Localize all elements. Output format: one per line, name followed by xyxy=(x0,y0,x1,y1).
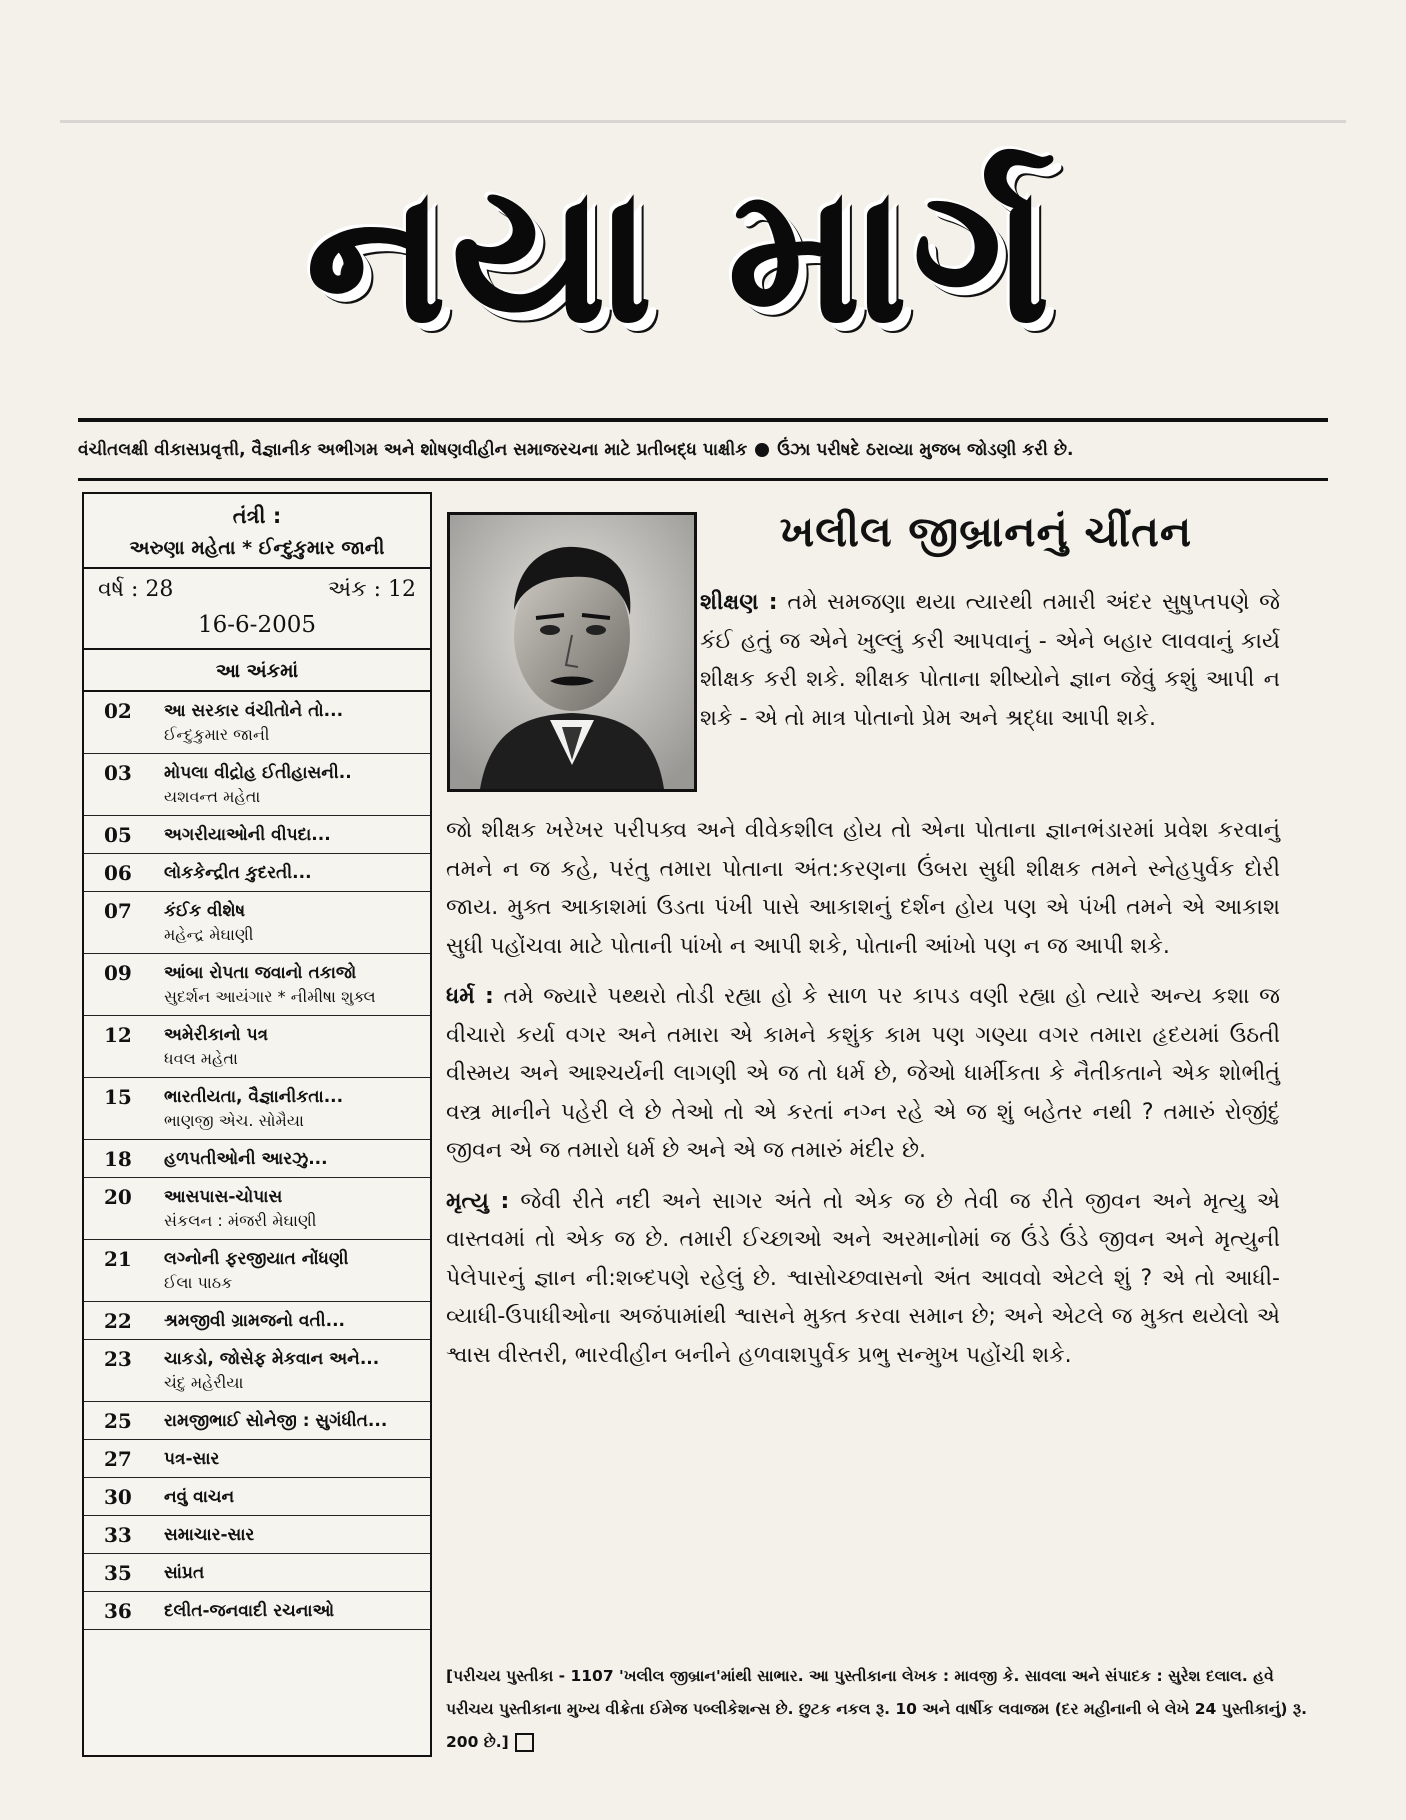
toc-page-number: 18 xyxy=(104,1147,132,1171)
toc-page-number: 15 xyxy=(104,1085,132,1109)
toc-title: નવું વાચન xyxy=(164,1487,235,1507)
toc-page-number: 05 xyxy=(104,823,132,847)
toc-title: ભારતીયતા, વૈજ્ઞાનીકતા... xyxy=(164,1087,344,1107)
contents-heading: આ અંકમાં xyxy=(84,650,430,692)
toc-text xyxy=(154,1561,422,1585)
editor-label: તંત્રી : xyxy=(232,504,282,528)
toc-item xyxy=(84,954,430,1016)
toc-title: આસપાસ-ચોપાસ xyxy=(164,1187,283,1207)
editors-block xyxy=(84,494,430,569)
label-education: શીક્ષણ : xyxy=(700,590,778,615)
issue-date: 16-6-2005 xyxy=(198,612,316,638)
toc-text xyxy=(154,1409,422,1433)
toc-title: કંઈક વીશેષ xyxy=(164,901,246,921)
toc-page-number: 27 xyxy=(104,1447,132,1471)
toc-item xyxy=(84,1478,430,1516)
toc-page-number: 06 xyxy=(104,861,132,885)
issue-block xyxy=(84,569,430,650)
bleed-through-strip xyxy=(60,60,1346,123)
toc-page-number: 22 xyxy=(104,1309,132,1333)
toc-title: ચાકડો, જોસેફ મેકવાન અને... xyxy=(164,1349,380,1369)
toc-text xyxy=(154,1523,422,1547)
toc-page-number: 30 xyxy=(104,1485,132,1509)
toc-page-number: 36 xyxy=(104,1599,132,1623)
toc-title: દલીત-જનવાદી રચનાઓ xyxy=(164,1601,335,1621)
toc-item xyxy=(84,1016,430,1078)
toc-page-number: 03 xyxy=(104,761,132,785)
toc-text xyxy=(154,1147,422,1171)
masthead-rule-bottom xyxy=(78,478,1328,481)
toc-item xyxy=(84,1554,430,1592)
tagline-right: ઉંઝા પરીષદે ઠરાવ્યા મુજબ જોડણી કરી છે. xyxy=(777,440,1074,460)
toc-item xyxy=(84,1340,430,1402)
toc-title: લોકકેન્દ્રીત કુદરતી... xyxy=(164,863,312,883)
toc-title: અગરીયાઓની વીપદા... xyxy=(164,825,331,845)
toc-text xyxy=(154,1447,422,1471)
toc-author: સંકલન : મંજરી મેઘાણી xyxy=(164,1211,317,1230)
toc-page-number: 25 xyxy=(104,1409,132,1433)
toc-item xyxy=(84,754,430,816)
toc-title: સાંપ્રત xyxy=(164,1563,205,1583)
article-intro xyxy=(700,584,1280,738)
toc-author: ચંદુ મહેરીયા xyxy=(164,1373,244,1392)
toc-page-number: 21 xyxy=(104,1247,132,1271)
toc-item xyxy=(84,692,430,754)
toc-author: ઈન્દુકુમાર જાની xyxy=(164,725,270,744)
issue-label: અંક : 12 xyxy=(327,577,416,602)
toc-text xyxy=(154,1247,422,1295)
toc-title: અમેરીકાનો પત્ર xyxy=(164,1025,269,1045)
toc-title: રામજીભાઈ સોનેજી : સુગંધીત... xyxy=(164,1411,388,1431)
toc-page-number: 09 xyxy=(104,961,132,985)
end-mark-icon xyxy=(515,1733,534,1752)
toc-author: ઈલા પાઠક xyxy=(164,1273,233,1292)
toc-title: સમાચાર-સાર xyxy=(164,1525,255,1545)
masthead-title: નયા માર્ગ xyxy=(305,144,1055,365)
paragraph-religion: તમે જ્યારે પથ્થરો તોડી રહ્યા હો કે સાળ પર કાપડ વણી રહ્યા હો ત્યારે અન્ય કશા જ વીચારો કર્યા વગર અને તમારા એ કામને કશુંક કામ પણ ગણ્યા વગર તમારા હૃદયમાં ઉઠતી વીસ્મય અને આશ્ચર્યની લાગણી એ જ તો ધર્મ છે, જેઓ ધાર્મીકતા કે નૈતીકતાને એક શોભીતું વસ્ત્ર માનીને પહેરી લે છે તેઓ તો એ કરતાં નગ્ન રહે એ જ શું બહેતર નથી ? તમારું રોજીંદું જીવન એ જ તમારો ધર્મ છે અને એ જ તમારું મંદીર છે. xyxy=(446,984,1280,1163)
masthead-rule-top xyxy=(78,418,1328,422)
toc-author: સુદર્શન આયંગાર * નીમીષા શુક્લ xyxy=(164,987,376,1006)
toc-item xyxy=(84,892,430,954)
sidebar-box xyxy=(82,492,432,1757)
table-of-contents xyxy=(84,692,430,1630)
toc-title: લગ્નોની ફરજીયાત નોંધણી xyxy=(164,1249,349,1269)
toc-page-number: 12 xyxy=(104,1023,132,1047)
toc-item xyxy=(84,1516,430,1554)
paragraph-education-top: તમે સમજણા થયા ત્યારથી તમારી અંદર સુષુપ્તપણે જે કંઈ હતું જ એને ખુલ્લું કરી આપવાનું - એને બહાર લાવવાનું કાર્ય શીક્ષક કરી શકે. શીક્ષક પોતાના શીષ્યોને જ્ઞાન જેવું કશું આપી ન શકે - એ તો માત્ર પોતાનો પ્રેમ અને શ્રદ્ધા આપી શકે. xyxy=(700,590,1280,731)
toc-text xyxy=(154,1599,422,1623)
toc-item xyxy=(84,1402,430,1440)
editor-names: અરુણા મહેતા * ઈન્દુકુમાર જાની xyxy=(129,537,385,559)
toc-title: પત્ર-સાર xyxy=(164,1449,220,1469)
toc-text xyxy=(154,961,422,1009)
toc-item xyxy=(84,1302,430,1340)
toc-text xyxy=(154,899,422,947)
label-death: મૃત્યુ : xyxy=(446,1188,510,1214)
masthead-tagline xyxy=(78,430,1328,470)
toc-page-number: 35 xyxy=(104,1561,132,1585)
toc-title: હળપતીઓની આરઝુ... xyxy=(164,1149,328,1169)
credit-note xyxy=(446,1660,1326,1759)
credit-text: [પરીચય પુસ્તીકા - 1107 'ખલીલ જીબ્રાન'માંથી સાભાર. આ પુસ્તીકાના લેખક : માવજી કે. સાવલા અને સંપાદક : સુરેશ દલાલ. હવે પરીચય પુસ્તીકાના મુખ્ય વીક્રેતા ઈમેજ પબ્લીકેશન્સ છે. છુટક નકલ રૂ. 10 અને વાર્ષીક લવાજમ (દર મહીનાની બે લેખે 24 પુસ્તીકાનું) રૂ. 200 છે.] xyxy=(446,1667,1308,1751)
toc-author: મહેન્દ્ર મેઘાણી xyxy=(164,925,254,944)
toc-text xyxy=(154,699,422,747)
toc-item xyxy=(84,854,430,892)
toc-title: શ્રમજીવી ગ્રામજનો વતી... xyxy=(164,1311,345,1331)
tagline-text: વંચીતલક્ષી વીકાસપ્રવૃત્તી, વૈજ્ઞાનીક અભીગમ અને શોષણવીહીન સમાજરચના માટે પ્રતીબદ્ધ પાક્ષીક xyxy=(78,440,748,460)
label-religion: ધર્મ : xyxy=(446,984,494,1009)
paragraph-education-rest: જો શીક્ષક ખરેખર પરીપક્વ અને વીવેકશીલ હોય તો એના પોતાના જ્ઞાનભંડારમાં પ્રવેશ કરવાનું તમને ન જ કહે, પરંતુ તમારા પોતાના અંત:કરણના ઉંબરા સુધી શીક્ષક તમને સ્નેહપુર્વક દોરી જાય. મુક્ત આકાશમાં ઉડતા પંખી પાસે આકાશનું દર્શન હોય પણ એ પંખી તમને એ આકાશ સુધી પહોંચવા માટે પોતાની પાંખો ન આપી શકે, પોતાની આંખો પણ ન જ આપી શકે. xyxy=(446,818,1280,959)
toc-item xyxy=(84,1592,430,1630)
toc-text xyxy=(154,1347,422,1395)
toc-page-number: 20 xyxy=(104,1185,132,1209)
toc-title: મોપલા વીદ્રોહ ઈતીહાસની.. xyxy=(164,763,352,783)
author-portrait xyxy=(447,512,697,792)
toc-text xyxy=(154,1185,422,1233)
toc-text xyxy=(154,1309,422,1333)
toc-item xyxy=(84,1140,430,1178)
article-title: ખલીલ જીબ્રાનનું ચીંતન xyxy=(779,507,1193,556)
toc-title: આંબા રોપતા જવાનો તકાજો xyxy=(164,963,357,983)
paragraph-death: જેવી રીતે નદી અને સાગર અંતે તો એક જ છે તેવી જ રીતે જીવન અને મૃત્યુ એ વાસ્તવમાં તો એક જ છે. તમારી ઈચ્છાઓ અને અરમાનોમાં જ ઉંડે ઉંડે જીવન અને મૃત્યુની પેલેપારનું જ્ઞાન ની:શબ્દપણે રહેલું છે. શ્વાસોચ્છ્વાસનો અંત આવવો એટલે શું ? એ તો આધી-વ્યાધી-ઉપાધીઓના અજંપામાંથી શ્વાસને મુક્ત કરવા સમાન છે; અને એટલે જ મુક્ત થયેલો એ શ્વાસ વીસ્તરી, ભારવીહીન બનીને હળવાશપુર્વક પ્રભુ સન્મુખ પહોંચી શકે. xyxy=(446,1188,1280,1368)
toc-item xyxy=(84,1240,430,1302)
toc-text xyxy=(154,823,422,847)
article-body xyxy=(446,812,1280,1375)
year-label: વર્ષ : 28 xyxy=(98,577,174,602)
toc-text xyxy=(154,1485,422,1509)
toc-text xyxy=(154,861,422,885)
toc-item xyxy=(84,1078,430,1140)
toc-text xyxy=(154,761,422,809)
toc-item xyxy=(84,1440,430,1478)
toc-title: આ સરકાર વંચીતોને તો... xyxy=(164,701,344,721)
toc-page-number: 02 xyxy=(104,699,132,723)
bullet-icon xyxy=(755,443,769,457)
toc-author: ધવલ મહેતા xyxy=(164,1049,238,1068)
toc-text xyxy=(154,1023,422,1071)
toc-page-number: 07 xyxy=(104,899,132,923)
toc-item xyxy=(84,816,430,854)
toc-text xyxy=(154,1085,422,1133)
toc-item xyxy=(84,1178,430,1240)
toc-author: ભાણજી એચ. સોમૈયા xyxy=(164,1111,304,1130)
toc-author: યશવન્ત મહેતા xyxy=(164,787,261,806)
toc-page-number: 33 xyxy=(104,1523,132,1547)
portrait-image xyxy=(450,515,694,789)
toc-page-number: 23 xyxy=(104,1347,132,1371)
